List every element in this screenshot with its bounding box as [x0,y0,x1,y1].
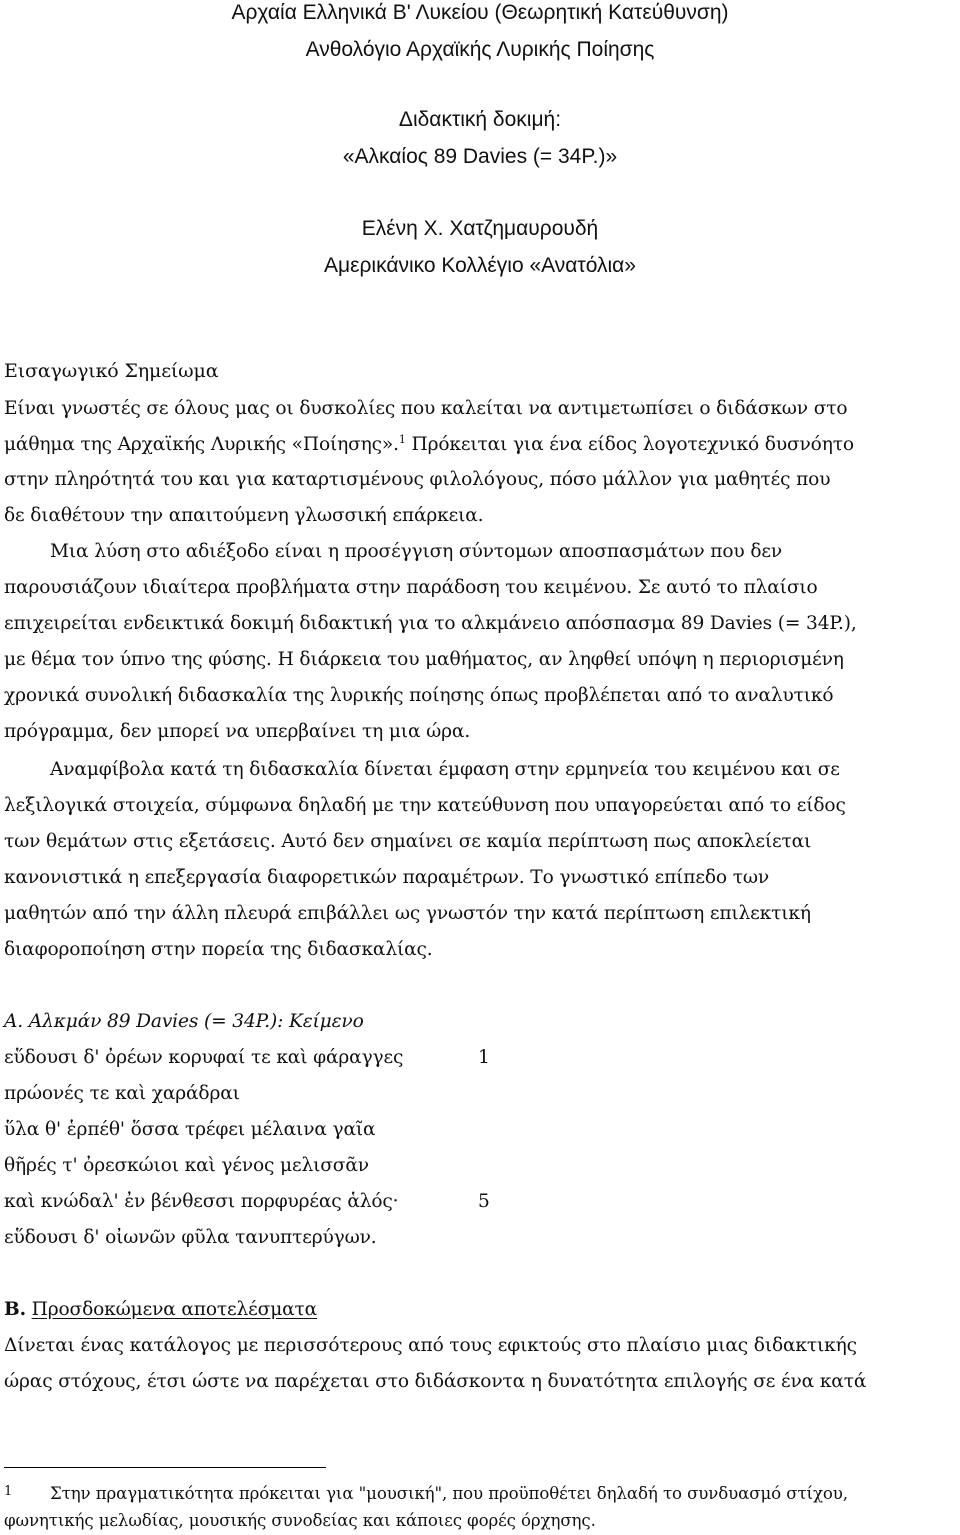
author-name: Ελένη Χ. Χατζημαυρουδή [361,217,599,240]
intro-line: επιχειρείται ενδεικτικά δοκιμή διδακτική για το αλκμάνειο απόσπασμα 89 Davies (= 34P.), [4,613,857,634]
intro-line: χρονικά συνολική διδασκαλία της λυρικής ποίησης όπως προβλέπεται από το αναλυτικό [4,685,834,706]
section-b-line: Δίνεται ένας κατάλογος με περισσότερους από τους εφικτούς στο πλαίσιο μιας διδακτικής [4,1335,857,1356]
verse-line-number: 1 [478,1047,490,1068]
verse-line: εὕδουσι δ' ὀρέων κορυφαί τε καὶ φάραγγες [4,1047,404,1068]
intro-line: Είναι γνωστές σε όλους μας οι δυσκολίες που καλείται να αντιμετωπίσει ο διδάσκων στο [4,398,848,419]
intro-line: Μια λύση στο αδιέξοδο είναι η προσέγγιση σύντομων αποσπασμάτων που δεν [50,541,783,562]
intro-line: διαφοροποίηση στην πορεία της διδασκαλίας. [4,939,433,960]
footnote-text: φωνητικής μελωδίας, μουσικής συνοδείας και κάποιες φορές όρχησης. [4,1511,596,1530]
document-title: Αρχαία Ελληνικά Β' Λυκείου (Θεωρητική Κατεύθυνση) [231,1,729,24]
verse-line-number: 5 [478,1191,490,1212]
intro-line: των θεμάτων στις εξετάσεις. Αυτό δεν σημαίνει σε καμία περίπτωση πως αποκλείεται [4,831,812,852]
intro-line: πρόγραμμα, δεν μπορεί να υπερβαίνει τη μια ώρα. [4,721,471,742]
author-affiliation: Αμερικάνικο Κολλέγιο «Ανατόλια» [324,254,636,277]
section-b-label: Β. [4,1299,26,1320]
verse-line: καὶ κνώδαλ' ἐν βένθεσσι πορφυρέας ἁλός· [4,1191,399,1212]
footnote-separator [4,1467,326,1468]
intro-line: παρουσιάζουν ιδιαίτερα προβλήματα στην παράδοση του κειμένου. Σε αυτό το πλαίσιο [4,577,818,598]
footnote-reference[interactable]: 1 [398,433,406,446]
lesson-title: «Αλκαίος 89 Davies (= 34P.)» [342,145,618,168]
verse-line: εὕδουσι δ' οἰωνῶν φῦλα τανυπτερύγων. [4,1227,377,1248]
intro-line: κανονιστικά η επεξεργασία διαφορετικών παραμέτρων. Το γνωστικό επίπεδο των [4,867,769,888]
intro-line: Αναμφίβολα κατά τη διδασκαλία δίνεται έμφαση στην ερμηνεία του κειμένου και σε [50,759,840,780]
footnote-text: Στην πραγματικότητα πρόκειται για "μουσική", που προϋποθέτει δηλαδή το συνδυασμό στίχου, [50,1484,848,1503]
document-subtitle: Ανθολόγιο Αρχαϊκής Λυρικής Ποίησης [305,38,655,61]
intro-line: στην πληρότητά του και για καταρτισμένους φιλολόγους, πόσο μάλλον για μαθητές που [4,469,831,490]
intro-line: λεξιλογικά στοιχεία, σύμφωνα δηλαδή με την κατεύθυνση που υπαγορεύεται από το είδος [4,795,846,816]
verse-line: ὕλα θ' ἑρπέθ' ὅσσα τρέφει μέλαινα γαῖα [4,1119,376,1140]
verse-line: θῆρές τ' ὀρεσκώιοι καὶ γένος μελισσᾶν [4,1155,369,1176]
intro-line-text: Πρόκειται για ένα είδος λογοτεχνικό δυσνόητο [405,434,854,456]
section-b-heading [4,1299,317,1320]
section-a-heading: Α. Αλκμάν 89 Davies (= 34P.): Κείμενο [4,1011,364,1032]
intro-line: μαθητών από την άλλη πλευρά επιβάλλει ως γνωστόν την κατά περίπτωση επιλεκτική [4,903,811,924]
intro-line [4,433,854,455]
verse-line: πρώονές τε καὶ χαράδραι [4,1083,240,1104]
section-b-title: Προσδοκώμενα αποτελέσματα [31,1299,318,1320]
intro-line-text: μάθημα της Αρχαϊκής Λυρικής «Ποίησης». [4,434,399,456]
intro-line: δε διαθέτουν την απαιτούμενη γλωσσική επάρκεια. [4,505,484,526]
footnote-number: 1 [4,1484,13,1499]
intro-line: με θέμα τον ύπνο της φύσης. Η διάρκεια του μαθήματος, αν ληφθεί υπόψη η περιορισμένη [4,649,844,670]
lesson-label: Διδακτική δοκιμή: [398,108,562,131]
section-b-line: ώρας στόχους, έτσι ώστε να παρέχεται στο διδάσκοντα η δυνατότητα επιλογής σε ένα κατά [4,1371,867,1392]
intro-heading: Εισαγωγικό Σημείωμα [4,360,219,382]
